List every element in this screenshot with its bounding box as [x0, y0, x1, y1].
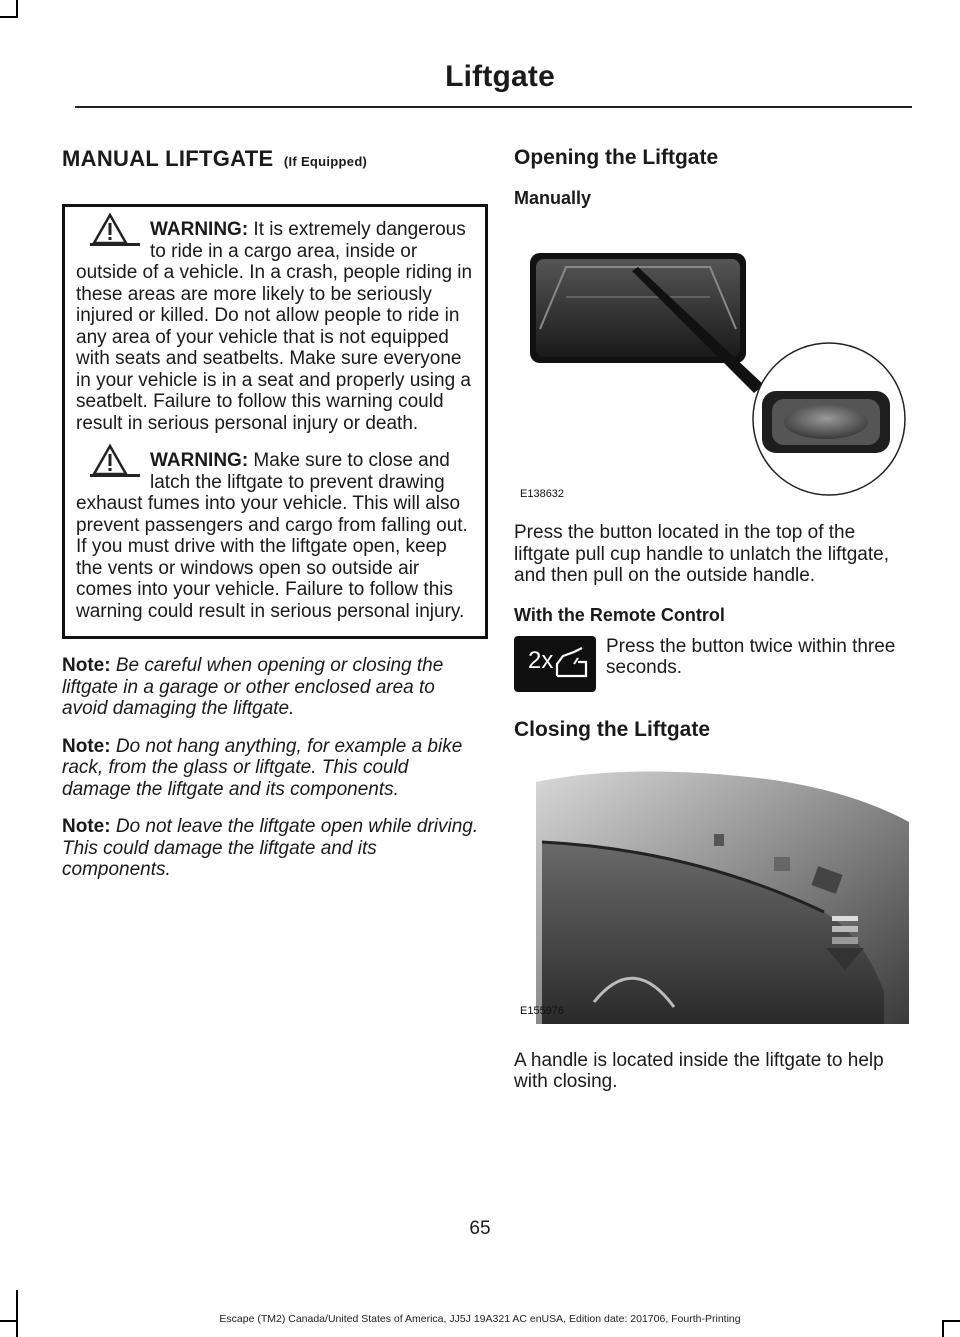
warning-label: WARNING:: [150, 450, 249, 471]
closing-title: Closing the Liftgate: [514, 717, 710, 741]
remote-row: [514, 636, 909, 698]
page-header-title: Liftgate: [445, 60, 555, 93]
warning-triangle-icon: [76, 442, 144, 480]
figure-code: E155976: [520, 1004, 565, 1017]
warning-box: [62, 204, 488, 639]
warning-text: It is extremely dangerous to ride in a cargo area, inside or outside of a vehicle. In a crash, people riding in these areas are more likely to be seriously injured or killed. Do not allow people to ride in any area of your vehicle that is not equipped with seats and seatbelts. Make sure everyone in your vehicle is in a seat and properly using a seatbelt. Failure to follow this warning could result in serious personal injury or death.: [76, 219, 473, 434]
note: [62, 655, 482, 720]
warning-text: Make sure to close and latch the liftgate to prevent drawing exhaust fumes into your vehicle. This will also prevent passengers and cargo from falling out. If you must drive with the liftgate open, keep the vents or windows open so outside air comes into your vehicle. Failure to follow this warning could result in serious personal injury.: [76, 450, 468, 622]
warning-paragraph: [76, 450, 477, 622]
right-column: [514, 146, 909, 1093]
warning-paragraph: [76, 219, 477, 434]
remote-icon-label: 2x: [528, 646, 554, 674]
note-label: Note:: [62, 655, 111, 676]
note-text: Do not leave the liftgate open while driving. This could damage the liftgate and its components.: [62, 816, 479, 880]
remote-control-title: With the Remote Control: [514, 604, 725, 625]
manually-instructions: Press the button located in the top of the liftgate pull cup handle to unlatch the liftgate, and then pull on the outside handle.: [514, 522, 889, 586]
note-text: Do not hang anything, for example a bike rack, from the glass or liftgate. This could damage the liftgate and its components.: [62, 735, 463, 800]
section-title-text: MANUAL LIFTGATE: [62, 146, 274, 171]
note: [62, 816, 482, 881]
note-label: Note:: [62, 735, 111, 757]
pull-cup-handle-figure: [514, 217, 909, 502]
note-text: Be careful when opening or closing the liftgate in a garage or other enclosed area to avoid damaging the liftgate.: [62, 655, 444, 719]
page-footer: Escape (TM2) Canada/United States of America, JJ5J 19A321 AC enUSA, Edition date: 201706, Fourth-Printing: [219, 1313, 741, 1325]
header-rule: [75, 106, 912, 108]
page-number: 65: [469, 1218, 491, 1239]
note-label: Note:: [62, 816, 111, 837]
section-title: [62, 146, 482, 172]
left-column: [62, 146, 482, 881]
warning-triangle-icon: [76, 211, 144, 249]
liftgate-remote-icon: [514, 636, 596, 692]
liftgate-open-icon: [554, 646, 590, 682]
note: [62, 736, 482, 801]
closing-instructions: A handle is located inside the liftgate to help with closing.: [514, 1049, 884, 1092]
crop-mark: [0, 16, 18, 18]
liftgate-closing-figure: [514, 762, 909, 1024]
opening-title: Opening the Liftgate: [514, 146, 719, 169]
section-qualifier: (If Equipped): [283, 154, 368, 169]
pull-cup-handle-illustration: [514, 217, 909, 502]
manually-title: Manually: [514, 188, 592, 208]
figure-code: E138632: [520, 488, 565, 500]
remote-instructions: Press the button twice within three seconds.: [606, 635, 896, 678]
liftgate-interior-illustration: [514, 762, 909, 1024]
warning-label: WARNING:: [150, 219, 249, 240]
